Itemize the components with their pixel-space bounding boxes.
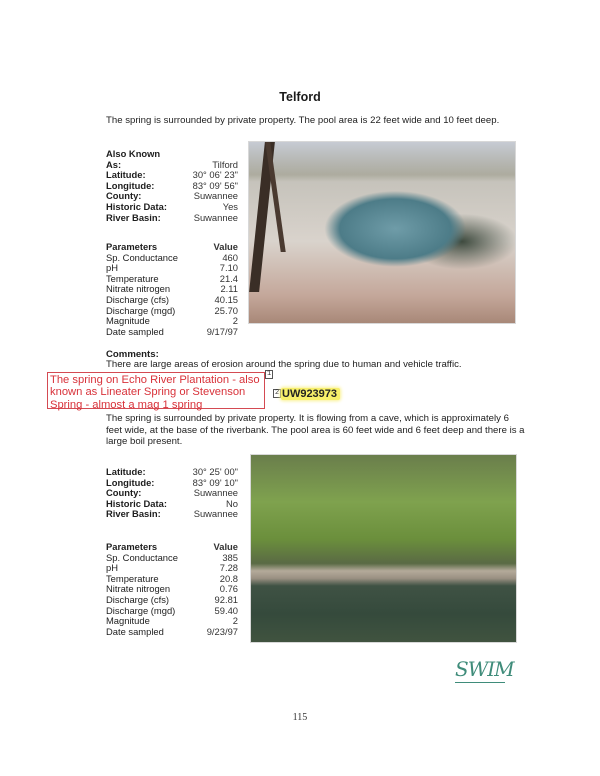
params-header: Parameters [106,541,158,552]
param-name: Discharge (cfs) [106,593,170,605]
telford-info-table [106,149,238,223]
page-number: 115 [292,712,308,723]
table-row [106,627,238,638]
comments-text: There are large areas of erosion around the spring due to human and vehicle traffic. [106,359,462,370]
table-row [106,327,238,338]
param-name: Discharge (mgd) [106,304,176,316]
param-value: 92.81 [214,593,238,605]
county-value: Suwannee [193,190,238,202]
value-header: Value [213,541,238,552]
latitude-label: Latitude: [106,169,146,181]
second-spring-description: The spring is surrounded by private property. It is flowing from a cave, which is approximately 6 feet wide, at the base of the riverbank. The pool area is 60 feet wide and 6 feet deep and there is a large boil present. [106,413,525,447]
county-value: Suwannee [193,487,238,499]
param-value: 40.15 [214,293,238,305]
latitude-value: 30° 25' 00" [192,466,238,477]
value-header: Value [213,241,238,252]
table-row [106,595,238,606]
table-row [106,295,238,306]
param-value: 7.10 [219,262,238,274]
param-value: 21.4 [219,272,238,284]
param-value: 9/17/97 [206,325,238,337]
logo-underline [455,682,505,683]
param-name: Temperature [106,572,159,584]
historic-value: No [226,497,238,509]
telford-description: The spring is surrounded by private property. The pool area is 22 feet wide and 10 feet deep. [106,115,500,126]
highlighted-id-tag[interactable]: UW923973 [281,388,340,400]
longitude-value: 83° 09' 10" [192,476,238,488]
table-row [106,253,238,264]
param-name: Discharge (cfs) [106,293,170,305]
second-info-table [106,467,238,520]
param-name: Date sampled [106,625,164,637]
historic-label: Historic Data: [106,497,167,509]
second-spring-photo [250,454,517,643]
county-label: County: [106,190,142,202]
basin-value: Suwannee [193,211,238,223]
second-params-table [106,542,238,637]
param-name: Nitrate nitrogen [106,283,171,295]
param-name: Date sampled [106,325,164,337]
param-value: 0.76 [219,583,238,595]
param-value: 7.28 [219,562,238,574]
longitude-label: Longitude: [106,476,155,488]
param-name: pH [106,262,118,274]
latitude-value: 30° 06' 23" [192,169,238,181]
param-name: Magnitude [106,615,150,627]
spring-title: Telford [279,90,321,104]
params-header: Parameters [106,241,158,252]
basin-value: Suwannee [193,508,238,520]
param-value: 385 [222,551,238,563]
longitude-value: 83° 09' 56" [192,179,238,191]
param-value: 2.11 [220,283,238,295]
county-label: County: [106,487,142,499]
basin-label: River Basin: [106,508,161,520]
telford-spring-photo [248,141,516,324]
basin-label: River Basin: [106,211,161,223]
param-value: 2 [232,615,238,627]
param-value: 59.40 [214,604,238,616]
param-value: 25.70 [214,304,238,316]
longitude-label: Longitude: [106,179,155,191]
param-value: 460 [222,251,238,263]
annotation-note[interactable]: The spring on Echo River Plantation - also known as Lineater Spring or Stevenson Spring - almost a mag 1 spring [47,372,265,409]
table-row [106,553,238,564]
annotation-marker-2[interactable]: 2 [275,389,280,397]
param-name: Nitrate nitrogen [106,583,171,595]
telford-params-table [106,242,238,337]
annotation-marker-1[interactable]: 1 [267,370,272,378]
param-value: 2 [232,315,238,327]
param-name: Magnitude [106,315,150,327]
as-value: Tilford [212,158,238,170]
comments-label: Comments: [106,349,159,360]
as-label: As: [106,158,122,170]
swim-logo: SWIM [455,657,514,681]
param-name: Sp. Conductance [106,551,178,563]
param-name: pH [106,562,118,574]
param-name: Temperature [106,272,159,284]
param-name: Sp. Conductance [106,251,178,263]
latitude-label: Latitude: [106,466,146,477]
also-known-label: Also Known [106,148,161,159]
historic-label: Historic Data: [106,200,167,212]
param-value: 9/23/97 [206,625,238,637]
param-name: Discharge (mgd) [106,604,176,616]
param-value: 20.8 [219,572,238,584]
historic-value: Yes [222,200,238,212]
